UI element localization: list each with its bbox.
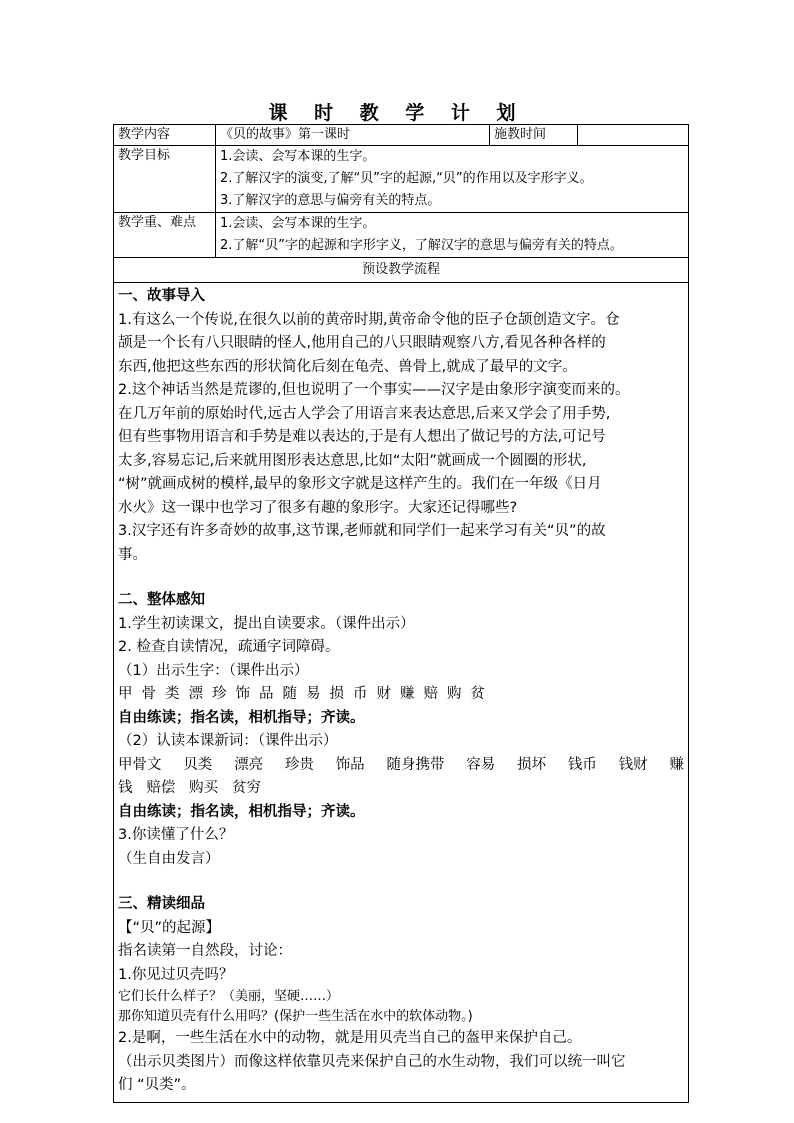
question-line: 那你知道贝壳有什么用吗？(保护一些生活在水中的软体动物。) [118, 1009, 473, 1024]
content-row [114, 125, 689, 146]
character: 类 [165, 686, 180, 702]
sub-step-line: （1）出示生字：（课件出示） [118, 662, 309, 679]
time-label: 施教时间 [490, 125, 578, 146]
character: 漂 [188, 686, 203, 702]
reading-instruction: 自由练读；指名读，相机指导；齐读。 [118, 803, 365, 820]
question-line: 它们长什么样子？（美丽，坚硬……） [118, 989, 340, 1004]
story-line: 水火》这一课中也学习了很多有趣的象形字。大家还记得哪些? [118, 499, 518, 516]
word: 钱财 [618, 756, 648, 773]
key-points-cell [216, 213, 689, 258]
key-points-label: 教学重、难点 [114, 213, 216, 258]
section-heading: 三、精读细品 [118, 896, 205, 912]
story-line: 事。 [118, 546, 147, 563]
character: 赔 [423, 686, 438, 702]
character: 珍 [212, 686, 227, 702]
step-line: 2.是啊，一些生活在水中的动物，就是用贝壳当自己的盔甲来保护自己。 [118, 1030, 582, 1046]
new-characters [118, 683, 684, 707]
character: 随 [282, 686, 297, 702]
step-line: （出示贝类图片）而像这样依靠贝壳来保护自己的水生动物，我们可以统一叫它 [118, 1053, 626, 1070]
sub-step-line: （2）认读本课新词：（课件出示） [118, 733, 338, 749]
key-points-row [114, 213, 689, 258]
word: 容易 [466, 756, 496, 773]
word: 饰品 [335, 756, 365, 773]
character: 财 [376, 686, 391, 702]
story-line: 东西,他把这些东西的形状简化后刻在龟壳、兽骨上,就成了最早的文字。 [118, 358, 577, 375]
character: 赚 [400, 686, 415, 702]
character: 贫 [470, 686, 485, 702]
goals-label: 教学目标 [114, 146, 216, 213]
flow-header: 预设教学流程 [114, 258, 689, 283]
word: 漂亮 [234, 756, 264, 773]
word: 随身携带 [386, 756, 445, 773]
page-title: 课 时 教 学 计 划 [268, 102, 526, 124]
story-line: 2.这个神话当然是荒谬的,但也说明了一个事实——汉字是由象形字演变而来的。 [118, 382, 630, 398]
character: 骨 [141, 686, 156, 702]
key-point-item: 2.了解“贝”字的起源和字形字义，了解汉字的意思与偏旁有关的特点。 [220, 238, 623, 253]
topic-bracket: 【“贝”的起源】 [118, 919, 221, 936]
answer-line: （生自由发言） [118, 850, 220, 867]
story-line: 但有些事物用语言和手势是难以表达的,于是有人想出了做记号的方法,可记号 [118, 429, 606, 445]
step-line: 1.学生初读课文，提出自读要求。（课件出示） [118, 615, 415, 632]
character: 损 [329, 686, 344, 702]
story-line: 颉是一个长有八只眼睛的怪人,他用自己的八只眼睛观察八方,看见各种各样的 [118, 335, 606, 351]
goals-cell [216, 146, 689, 213]
content-label: 教学内容 [114, 125, 216, 146]
question-line: 3.你读懂了什么？ [118, 827, 234, 843]
story-line: “树”就画成树的模样,最早的象形文字就是这样产生的。我们在一年级《日月 [118, 476, 602, 492]
story-line: 在几万年前的原始时代,远古人学会了用语言来表达意思,后来又学会了用手势, [118, 405, 611, 422]
character: 购 [447, 686, 462, 702]
word: 赚 [669, 756, 684, 773]
new-words-row [118, 754, 684, 778]
section-heading: 一、故事导入 [118, 288, 205, 304]
lesson-plan-table [113, 124, 689, 1103]
reading-instruction: 自由练读；指名读，相机指导；齐读。 [118, 709, 365, 726]
step-line: 们 “贝类”。 [118, 1077, 196, 1093]
key-point-item: 1.会读、会写本课的生字。 [220, 216, 376, 231]
character: 品 [259, 686, 274, 702]
step-line: 2. 检查自读情况，疏通字词障碍。 [118, 639, 340, 655]
goal-item: 1.会读、会写本课的生字。 [220, 149, 376, 164]
new-words-row-2: 钱 赔偿 购买 贫穷 [118, 780, 261, 796]
time-value [578, 125, 689, 146]
story-line: 3.汉字还有许多奇妙的故事,这节课,老师就和同学们一起来学习有关“贝”的故 [118, 523, 606, 539]
word: 贝类 [183, 756, 213, 773]
word: 珍贵 [284, 756, 314, 773]
word: 甲骨文 [118, 756, 162, 773]
character: 易 [306, 686, 321, 702]
story-line: 太多,容易忘记,后来就用图形表达意思,比如“太阳”就画成一个圆圈的形状, [118, 452, 587, 469]
character: 币 [353, 686, 368, 702]
question-line: 1.你见过贝壳吗？ [118, 966, 234, 983]
flow-row [114, 283, 689, 1103]
section-heading: 二、整体感知 [118, 592, 205, 608]
flow-cell [114, 283, 689, 1103]
spacer [118, 567, 684, 589]
word: 损坏 [517, 756, 547, 773]
content-value: 《贝的故事》第一课时 [216, 125, 490, 146]
story-line: 1.有这么一个传说,在很久以前的黄帝时期,黄帝命令他的臣子仓颉创造文字。仓 [118, 311, 620, 328]
step-line: 指名读第一自然段，讨论： [118, 943, 292, 959]
spacer [118, 871, 684, 893]
character: 饰 [235, 686, 250, 702]
character: 甲 [118, 686, 133, 702]
goal-item: 2.了解汉字的演变,了解“贝”字的起源,“贝”的作用以及字形字义。 [220, 171, 593, 186]
flow-header-row [114, 258, 689, 283]
word: 钱币 [567, 756, 597, 773]
goal-item: 3.了解汉字的意思与偏旁有关的特点。 [220, 193, 441, 208]
goals-row [114, 146, 689, 213]
